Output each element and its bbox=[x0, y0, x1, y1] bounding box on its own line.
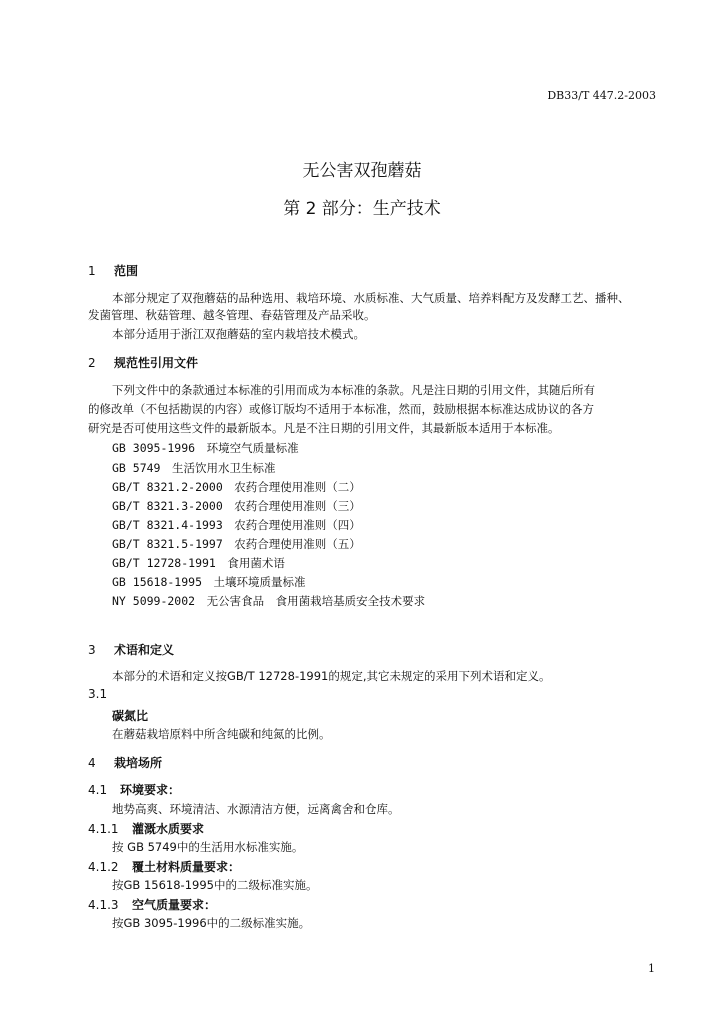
reference-code: GB/T 12728-1991 bbox=[112, 556, 216, 570]
document-title: 无公害双孢蘑菇 bbox=[302, 161, 422, 181]
s3-paragraph: 本部分的术语和定义按GB/T 12728-1991的规定,其它未规定的采用下列术语和定义。 bbox=[112, 669, 551, 683]
subsection-number: 4.1 bbox=[88, 783, 108, 797]
reference-name: 农药合理使用准则（二） bbox=[234, 480, 361, 494]
reference-code: GB 15618-1995 bbox=[112, 575, 203, 589]
section-number: 3 bbox=[88, 643, 96, 657]
reference-code: GB 3095-1996 bbox=[112, 441, 196, 455]
reference-name: 农药合理使用准则（四） bbox=[234, 518, 361, 532]
subsection-title: 覆土材料质量要求： bbox=[132, 860, 241, 874]
reference-name: 农药合理使用准则（三） bbox=[234, 499, 361, 513]
reference-name: 土壤环境质量标准 bbox=[213, 575, 306, 589]
subsection-3-1-number: 3.1 bbox=[88, 687, 108, 701]
s2-paragraph-line: 的修改单（不包括勘误的内容）或修订版均不适用于本标准，然而，鼓励根据本标准达成协议的各方 bbox=[88, 402, 594, 416]
subsection-title: 空气质量要求： bbox=[132, 898, 217, 912]
reference-code: GB/T 8321.3-2000 bbox=[112, 499, 223, 513]
subsection-4-1-2-heading bbox=[88, 858, 240, 875]
s1-paragraph-line: 本部分规定了双孢蘑菇的品种选用、栽培环境、水质标准、大气质量、培养料配方及发酵工艺、播种、 bbox=[112, 291, 630, 305]
subsection-4-1-heading bbox=[88, 781, 180, 798]
subsection-4-1-1-heading bbox=[88, 820, 204, 837]
section-3-heading bbox=[88, 641, 174, 658]
section-title: 规范性引用文件 bbox=[114, 356, 199, 370]
subsection-title: 灌溉水质要求 bbox=[132, 822, 205, 836]
reference-code: GB/T 8321.5-1997 bbox=[112, 537, 223, 551]
s1-paragraph-line: 发菌管理、秋菇管理、越冬管理、春菇管理及产品采收。 bbox=[88, 308, 376, 322]
section-4-heading bbox=[88, 754, 162, 771]
reference-name: 无公害食品 食用菌栽培基质安全技术要求 bbox=[206, 594, 426, 608]
subsection-title: 环境要求： bbox=[120, 783, 181, 797]
page-number: 1 bbox=[648, 962, 655, 975]
reference-item bbox=[112, 555, 285, 571]
reference-code: GB 5749 bbox=[112, 461, 161, 475]
reference-item bbox=[112, 536, 361, 552]
reference-item bbox=[112, 440, 299, 456]
section-title: 范围 bbox=[114, 264, 139, 278]
reference-name: 食用菌术语 bbox=[227, 556, 285, 570]
section-title: 术语和定义 bbox=[114, 643, 175, 657]
reference-name: 农药合理使用准则（五） bbox=[234, 537, 361, 551]
reference-item bbox=[112, 593, 425, 609]
reference-item bbox=[112, 479, 361, 495]
reference-item bbox=[112, 517, 361, 533]
subsection-4-1-3-heading bbox=[88, 896, 216, 913]
standard-code: DB33/T 447.2-2003 bbox=[547, 89, 656, 102]
section-number: 4 bbox=[88, 756, 96, 770]
reference-code: GB/T 8321.4-1993 bbox=[112, 518, 223, 532]
reference-code: GB/T 8321.2-2000 bbox=[112, 480, 223, 494]
subsection-4-1-text: 地势高爽、环境清洁、水源清洁方便，远离禽舍和仓库。 bbox=[112, 802, 400, 816]
subsection-4-1-3-text: 按GB 3095-1996中的二级标准实施。 bbox=[112, 916, 311, 930]
section-title: 栽培场所 bbox=[114, 756, 163, 770]
s2-paragraph-line: 研究是否可使用这些文件的最新版本。凡是不注日期的引用文件，其最新版本适用于本标准。 bbox=[88, 421, 560, 435]
section-2-heading bbox=[88, 354, 198, 371]
reference-item bbox=[112, 460, 275, 476]
section-number: 2 bbox=[88, 356, 96, 370]
subsection-4-1-2-text: 按GB 15618-1995中的二级标准实施。 bbox=[112, 878, 318, 892]
subsection-number: 4.1.1 bbox=[88, 822, 119, 836]
reference-name: 环境空气质量标准 bbox=[206, 441, 299, 455]
s2-paragraph-line: 下列文件中的条款通过本标准的引用而成为本标准的条款。凡是注日期的引用文件，其随后所有 bbox=[112, 383, 595, 397]
subsection-number: 4.1.2 bbox=[88, 860, 119, 874]
subsection-4-1-1-text: 按 GB 5749中的生活用水标准实施。 bbox=[112, 840, 304, 854]
reference-item bbox=[112, 574, 306, 590]
document-subtitle: 第 2 部分：生产技术 bbox=[283, 199, 441, 219]
reference-code: NY 5099-2002 bbox=[112, 594, 196, 608]
s1-paragraph-scope: 本部分适用于浙江双孢蘑菇的室内栽培技术模式。 bbox=[112, 327, 365, 341]
reference-item bbox=[112, 498, 361, 514]
reference-name: 生活饮用水卫生标准 bbox=[171, 461, 276, 475]
section-1-heading bbox=[88, 262, 138, 279]
subsection-number: 4.1.3 bbox=[88, 898, 119, 912]
section-number: 1 bbox=[88, 264, 96, 278]
term-definition: 在蘑菇栽培原料中所含纯碳和纯氮的比例。 bbox=[112, 727, 331, 741]
term-heading: 碳氮比 bbox=[112, 709, 149, 723]
